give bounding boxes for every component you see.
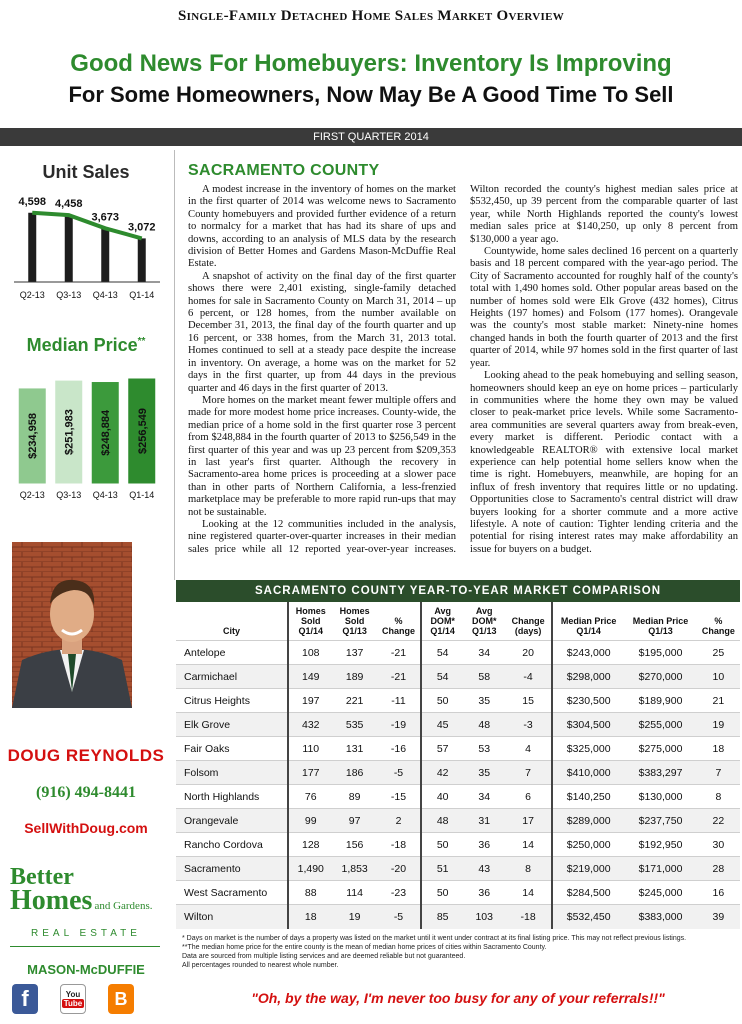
logo-divider: [10, 946, 160, 947]
value-cell: $192,950: [624, 833, 696, 857]
median-price-tick-label: Q2-13: [19, 490, 45, 500]
city-cell: Wilton: [176, 905, 288, 929]
col-homes-sold-q114: Homes Sold Q1/14: [288, 602, 332, 641]
unit-sales-tick-label: Q3-13: [56, 290, 82, 300]
value-cell: 31: [463, 809, 505, 833]
real-estate-label: REAL ESTATE: [31, 928, 141, 939]
median-price-title-text: Median Price: [26, 335, 138, 355]
value-cell: 114: [332, 881, 376, 905]
social-links: [12, 984, 134, 1014]
value-cell: 89: [332, 785, 376, 809]
column-divider: [174, 150, 175, 580]
value-cell: $298,000: [552, 665, 624, 689]
value-cell: 39: [697, 905, 740, 929]
value-cell: 36: [463, 881, 505, 905]
value-cell: -3: [505, 713, 552, 737]
value-cell: $219,000: [552, 857, 624, 881]
brokerage-name: MASON-McDUFFIE: [27, 962, 145, 977]
value-cell: 21: [697, 689, 740, 713]
brand-better: Better: [10, 864, 74, 890]
city-cell: Elk Grove: [176, 713, 288, 737]
brand-gardens: and Gardens.: [94, 900, 153, 912]
value-cell: 15: [505, 689, 552, 713]
agent-name: DOUG REYNOLDS: [7, 746, 165, 765]
youtube-tube: Tube: [63, 999, 83, 1008]
value-cell: $383,297: [624, 761, 696, 785]
median-price-tick-label: Q3-13: [56, 490, 82, 500]
value-cell: 51: [421, 857, 463, 881]
table-row: [176, 785, 740, 809]
value-cell: -16: [377, 737, 421, 761]
value-cell: $284,500: [552, 881, 624, 905]
unit-sales-line: [32, 213, 142, 239]
value-cell: -19: [377, 713, 421, 737]
headline-primary: Good News For Homebuyers: Inventory Is Improving: [70, 50, 672, 77]
value-cell: $237,750: [624, 809, 696, 833]
value-cell: 54: [421, 665, 463, 689]
unit-sales-data-label: 4,458: [54, 198, 83, 211]
median-price-data-label: $248,884: [100, 409, 113, 456]
better-homes-logo: [10, 866, 160, 928]
article-paragraph: Looking at the 12 communities included in the analysis, nine registered quarter-over-quarter increases in their median sales price while all 12 reported year-over-year increases. Wilton recorded the county's highest median sales price at $532,450, up 39 percent from the comparable quarter of last year, while North Highlands reported the county's lowest median sales price at $140,250, up only 8 percent from $130,000 a year ago.: [188, 184, 738, 555]
value-cell: 2: [377, 809, 421, 833]
median-price-tick-label: Q1-14: [129, 490, 155, 500]
value-cell: 48: [421, 809, 463, 833]
value-cell: 35: [463, 761, 505, 785]
value-cell: 131: [332, 737, 376, 761]
value-cell: 40: [421, 785, 463, 809]
value-cell: 1,853: [332, 857, 376, 881]
unit-sales-tick-label: Q2-13: [19, 290, 45, 300]
footnote: All percentages rounded to nearest whole number.: [182, 962, 339, 969]
unit-sales-data-label: 3,673: [91, 211, 120, 224]
city-cell: Fair Oaks: [176, 737, 288, 761]
value-cell: $230,500: [552, 689, 624, 713]
col-dom-q114: Avg DOM* Q1/14: [421, 602, 463, 641]
table-footnotes: [182, 934, 738, 970]
unit-sales-data-label: 4,598: [18, 195, 47, 208]
value-cell: $250,000: [552, 833, 624, 857]
value-cell: 45: [421, 713, 463, 737]
city-cell: Sacramento: [176, 857, 288, 881]
value-cell: -21: [377, 665, 421, 689]
value-cell: 57: [421, 737, 463, 761]
agent-website-link[interactable]: SellWithDoug.com: [24, 820, 148, 836]
median-price-data-label: $251,983: [63, 409, 76, 455]
table-header-row: [176, 602, 740, 641]
value-cell: -18: [505, 905, 552, 929]
value-cell: 25: [697, 641, 740, 665]
table-row: [176, 665, 740, 689]
value-cell: 7: [505, 761, 552, 785]
value-cell: 189: [332, 665, 376, 689]
value-cell: 76: [288, 785, 332, 809]
median-price-chart: [0, 362, 172, 522]
city-cell: Folsom: [176, 761, 288, 785]
value-cell: 1,490: [288, 857, 332, 881]
report-title: Single-Family Detached Home Sales Market Overview: [177, 8, 565, 24]
value-cell: 43: [463, 857, 505, 881]
median-price-data-label: $234,958: [27, 413, 40, 459]
value-cell: 34: [463, 641, 505, 665]
unit-sales-bar: [101, 228, 109, 282]
value-cell: 99: [288, 809, 332, 833]
article-paragraph: Looking ahead to the peak homebuying and selling season, homeowners should keep an eye on home prices – particularly in communities where the home they own may be valued closer to peak-market price levels. While some Sacramento-area communities are several quarters away from break-even, every market is different. Periodic contact with a knowledgeable REALTOR® with extensive local market experience can help potential home sellers know when the time is right. Homebuyers, meanwhile, are hoping for an influx of fresh inventory that requires little or no updating. Opportunities close to Sacramento's central district will draw buyers looking for a shorter commute and a more active lifestyle. A note of caution: Tighter lending criteria and the potential for rising interest rates may make affordability an issue for buyers on a budget.: [470, 370, 738, 555]
value-cell: 8: [697, 785, 740, 809]
value-cell: -5: [377, 761, 421, 785]
value-cell: $410,000: [552, 761, 624, 785]
table-row: [176, 761, 740, 785]
median-price-data-label: $256,549: [136, 408, 149, 454]
article-paragraph: Countywide, home sales declined 16 percent on a quarterly basis and 18 percent compared with the year-ago period. The City of Sacramento accounted for roughly half of the county's total with 1,490 homes sold. Other popular areas based on the number of homes sold were Elk Grove (432 homes), Citrus Heights (197 homes) and Folsom (177 homes). Orangevale was the county's most stable market: Ninety-nine homes changed hands in both the fourth quarter of 2013 and the first quarter of 2014, while 97 homes sold in the first quarter of last year.: [470, 246, 738, 369]
col-dom-q113: Avg DOM* Q1/13: [463, 602, 505, 641]
value-cell: 8: [505, 857, 552, 881]
unit-sales-chart: [0, 182, 172, 342]
value-cell: 30: [697, 833, 740, 857]
city-cell: Citrus Heights: [176, 689, 288, 713]
value-cell: 34: [463, 785, 505, 809]
table-title: SACRAMENTO COUNTY YEAR-TO-YEAR MARKET COMPARISON: [176, 580, 740, 602]
quarter-banner: FIRST QUARTER 2014: [0, 128, 742, 146]
value-cell: 14: [505, 833, 552, 857]
blogger-icon[interactable]: B: [108, 984, 134, 1014]
table-row: [176, 833, 740, 857]
table-row: [176, 641, 740, 665]
unit-sales-bar: [65, 215, 73, 282]
city-cell: Antelope: [176, 641, 288, 665]
value-cell: 58: [463, 665, 505, 689]
value-cell: 50: [421, 833, 463, 857]
unit-sales-tick-label: Q1-14: [129, 290, 155, 300]
facebook-icon[interactable]: f: [12, 984, 38, 1014]
col-homes-sold-q113: Homes Sold Q1/13: [332, 602, 376, 641]
median-price-title: [0, 335, 172, 356]
unit-sales-title: Unit Sales: [42, 162, 130, 182]
value-cell: 50: [421, 881, 463, 905]
value-cell: 128: [288, 833, 332, 857]
value-cell: 48: [463, 713, 505, 737]
value-cell: 7: [697, 761, 740, 785]
article-paragraph: A modest increase in the inventory of homes on the market in the first quarter of 2014 was welcome news to Sacramento County homebuyers and provided further evidence of a return to normalcy for a market that has had its share of ups and downs, according to an analysis of MLS data by the research division of Better Homes and Gardens Mason-McDuffie Real Estate.: [188, 184, 456, 270]
value-cell: $325,000: [552, 737, 624, 761]
value-cell: -20: [377, 857, 421, 881]
value-cell: $304,500: [552, 713, 624, 737]
value-cell: 18: [288, 905, 332, 929]
col-price-q114: Median Price Q1/14: [552, 602, 624, 641]
value-cell: 20: [505, 641, 552, 665]
agent-phone[interactable]: (916) 494-8441: [36, 784, 136, 801]
value-cell: $140,250: [552, 785, 624, 809]
value-cell: 432: [288, 713, 332, 737]
value-cell: 535: [332, 713, 376, 737]
article-paragraph: More homes on the market meant fewer multiple offers and made for more modest home price increases. County-wide, the median price of a home sold in the first quarter rose 3 percent from $248,884 in the fourth quarter of 2013 to $256,549 in the first quarter of this year and was up 23 percent from $209,353 in last year's first quarter. Although the recovery in Sacramento-area home prices is proceeding at a slower pace than in other parts of Northern California, a less-frenzied marketplace may be preferable to more rapid run-ups that may not be sustainable.: [188, 394, 456, 518]
footnote: Data are sourced from multiple listing services and are deemed reliable but not guaranteed.: [182, 953, 466, 960]
value-cell: 19: [697, 713, 740, 737]
col-city: City: [176, 602, 288, 641]
comparison-table: [176, 602, 740, 929]
table-row: [176, 809, 740, 833]
value-cell: 6: [505, 785, 552, 809]
value-cell: $189,900: [624, 689, 696, 713]
value-cell: 88: [288, 881, 332, 905]
value-cell: 197: [288, 689, 332, 713]
value-cell: 14: [505, 881, 552, 905]
value-cell: 17: [505, 809, 552, 833]
value-cell: $532,450: [552, 905, 624, 929]
youtube-icon[interactable]: [60, 984, 86, 1014]
value-cell: $171,000: [624, 857, 696, 881]
value-cell: $130,000: [624, 785, 696, 809]
col-sold-change: % Change: [377, 602, 421, 641]
value-cell: 36: [463, 833, 505, 857]
city-cell: Rancho Cordova: [176, 833, 288, 857]
table-row: [176, 689, 740, 713]
median-price-footnote-mark: **: [137, 336, 146, 347]
value-cell: $270,000: [624, 665, 696, 689]
value-cell: $195,000: [624, 641, 696, 665]
unit-sales-tick-label: Q4-13: [92, 290, 118, 300]
referral-tagline: "Oh, by the way, I'm never too busy for any of your referrals!!": [251, 990, 665, 1006]
value-cell: 221: [332, 689, 376, 713]
agent-photo: [12, 542, 132, 708]
value-cell: -4: [505, 665, 552, 689]
city-cell: Carmichael: [176, 665, 288, 689]
value-cell: $383,000: [624, 905, 696, 929]
footnote: **The median home price for the entire county is the mean of median home prices of cities within Sacramento County.: [182, 944, 547, 951]
city-cell: West Sacramento: [176, 881, 288, 905]
value-cell: 22: [697, 809, 740, 833]
value-cell: 149: [288, 665, 332, 689]
value-cell: 28: [697, 857, 740, 881]
value-cell: 177: [288, 761, 332, 785]
youtube-you: You: [65, 990, 81, 999]
value-cell: 108: [288, 641, 332, 665]
unit-sales-data-label: 3,072: [127, 221, 156, 234]
value-cell: -23: [377, 881, 421, 905]
value-cell: 186: [332, 761, 376, 785]
value-cell: 10: [697, 665, 740, 689]
article-paragraph: A snapshot of activity on the final day of the first quarter shows there were 2,401 existing, single-family detached homes for sale in Sacramento County on March 31, 2014 – up 6 percent, or 128 homes, from the number available on December 31, 2013, the final day of the fourth quarter and up 16 percent, or 338 homes, from the March 31, 2013 total. Homes continued to sell at a steady pace despite the increase in inventory. On average, a home was on the market for 52 days in the first quarter, up from 44 days in the previous quarter and 46 days in the first quarter of 2013.: [188, 270, 456, 394]
value-cell: 110: [288, 737, 332, 761]
value-cell: 16: [697, 881, 740, 905]
col-dom-change: Change (days): [505, 602, 552, 641]
value-cell: $275,000: [624, 737, 696, 761]
city-cell: Orangevale: [176, 809, 288, 833]
market-comparison: [176, 580, 740, 929]
value-cell: 54: [421, 641, 463, 665]
col-price-change: % Change: [697, 602, 740, 641]
value-cell: -15: [377, 785, 421, 809]
col-price-q113: Median Price Q1/13: [624, 602, 696, 641]
value-cell: 156: [332, 833, 376, 857]
value-cell: 4: [505, 737, 552, 761]
value-cell: -18: [377, 833, 421, 857]
city-cell: North Highlands: [176, 785, 288, 809]
article-body: [188, 184, 738, 580]
value-cell: 103: [463, 905, 505, 929]
value-cell: -5: [377, 905, 421, 929]
value-cell: 19: [332, 905, 376, 929]
value-cell: 85: [421, 905, 463, 929]
value-cell: 50: [421, 689, 463, 713]
value-cell: -21: [377, 641, 421, 665]
value-cell: 97: [332, 809, 376, 833]
value-cell: 137: [332, 641, 376, 665]
unit-sales-bar: [28, 213, 36, 282]
value-cell: 42: [421, 761, 463, 785]
unit-sales-bar: [138, 238, 146, 282]
value-cell: 35: [463, 689, 505, 713]
value-cell: $289,000: [552, 809, 624, 833]
value-cell: -11: [377, 689, 421, 713]
value-cell: 53: [463, 737, 505, 761]
brand-homes: Homes: [10, 885, 93, 916]
value-cell: $245,000: [624, 881, 696, 905]
county-heading: SACRAMENTO COUNTY: [188, 162, 380, 179]
table-row: [176, 857, 740, 881]
table-row: [176, 737, 740, 761]
table-row: [176, 713, 740, 737]
table-row: [176, 881, 740, 905]
footnote: * Days on market is the number of days a property was listed on the market until it went under contract at its final listing price. This may not reflect previous listings.: [182, 935, 687, 942]
median-price-tick-label: Q4-13: [92, 490, 118, 500]
headline-secondary: For Some Homeowners, Now May Be A Good Time To Sell: [68, 82, 674, 107]
table-row: [176, 905, 740, 929]
value-cell: $243,000: [552, 641, 624, 665]
value-cell: $255,000: [624, 713, 696, 737]
value-cell: 18: [697, 737, 740, 761]
